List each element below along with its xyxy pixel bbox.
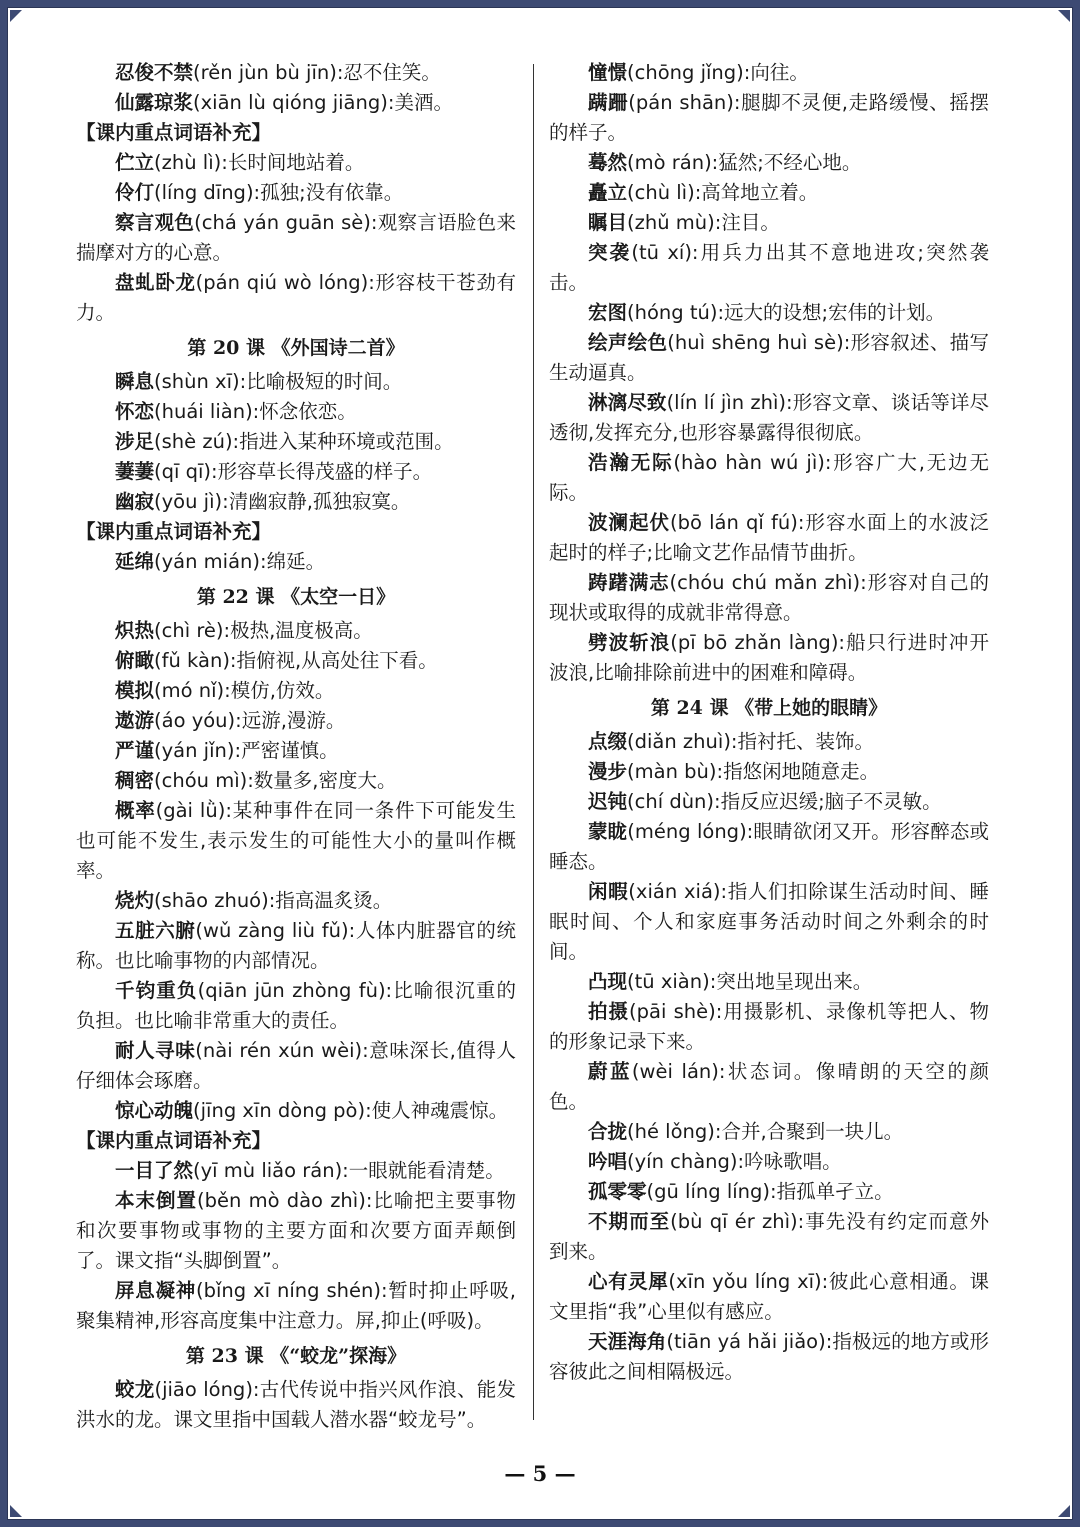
vocab-entry: 炽热(chì rè):极热,温度极高。 [115,619,373,642]
lesson-heading: 第 24 课 《带上她的眼睛》 [650,697,888,719]
vocab-pinyin: tū xí [638,241,685,264]
vocab-pinyin: méng lóng [634,820,740,843]
vocab-entry: 概率(gài lǜ):某种事件在同一条件下可能发生也可能不发生,表示发生的可能性大小的量叫作概率。 [76,799,516,882]
vocab-pinyin: qī qī [161,460,204,483]
vocab-word: 天涯海角 [588,1330,667,1353]
vocab-definition: 指孤单孑立。 [776,1180,894,1203]
vocab-pinyin: chōng jǐng [634,61,737,84]
vocab-entry: 劈波斩浪(pī bō zhǎn làng):船只行进时冲开波浪,比喻排除前进中的困难和障碍。 [549,631,989,684]
vocab-definition: 指衬托、装饰。 [737,730,875,753]
vocab-pinyin: chù lì [634,181,688,204]
vocab-pinyin: yán jǐn [161,739,227,762]
vocab-word: 吟唱 [588,1150,628,1173]
vocab-word: 稠密 [115,769,155,792]
vocab-word: 合拢 [588,1120,628,1143]
vocab-entry: 延绵(yán mián):绵延。 [115,550,326,573]
vocab-definition: 比喻极短的时间。 [246,370,403,393]
vocab-definition: 合并,合聚到一块儿。 [721,1120,904,1143]
vocab-definition: 腿脚不灵便,走路缓慢、摇摆的样子。 [549,91,989,144]
vocab-word: 蛟龙 [115,1378,155,1401]
vocab-word: 忍俊不禁 [115,61,194,84]
vocab-definition: 猛然;不经心地。 [718,151,862,174]
vocab-word: 耐人寻味 [115,1039,196,1062]
vocab-definition: 形容水面上的水波泛起时的样子;比喻文艺作品情节曲折。 [549,511,989,564]
vocab-word: 蓦然 [588,151,628,174]
vocab-entry: 突袭(tū xí):用兵力出其不意地进攻;突然袭击。 [549,241,989,294]
vocab-entry: 矗立(chù lì):高耸地立着。 [588,181,819,204]
vocab-word: 瞩目 [588,211,628,234]
vocab-entry: 惊心动魄(jīng xīn dòng pò):使人神魂震惊。 [115,1099,509,1122]
vocab-pinyin: běn mò dào zhì [204,1189,359,1212]
vocab-entry: 憧憬(chōng jǐng):向往。 [588,61,809,84]
vocab-word: 绘声绘色 [588,331,668,354]
vocab-entry: 闲暇(xián xiá):指人们扣除谋生活动时间、睡眠时间、个人和家庭事务活动时间之外剩余的时间。 [549,880,989,963]
vocab-word: 伶仃 [115,181,155,204]
vocab-word: 概率 [115,799,156,822]
left-column [76,58,516,1435]
vocab-word: 不期而至 [588,1210,671,1233]
vocab-entry: 迟钝(chí dùn):指反应迟缓;脑子不灵敏。 [588,790,942,813]
vocab-pinyin: líng dīng [161,181,246,204]
vocab-entry: 仙露琼浆(xiān lù qióng jiāng):美酒。 [115,91,453,114]
vocab-word: 孤零零 [588,1180,647,1203]
vocab-pinyin: tū xiàn [634,970,703,993]
vocab-word: 千钧重负 [115,979,198,1002]
vocab-entry: 点缀(diǎn zhuì):指衬托、装饰。 [588,730,875,753]
vocab-entry: 屏息凝神(bǐng xī níng shén):暂时抑止呼吸,聚集精神,形容高度集中注意力。屏,抑止(呼吸)。 [76,1279,516,1332]
vocab-pinyin: huái liàn [161,400,246,423]
vocab-pinyin: chóu chú mǎn zhì [677,571,853,594]
vocab-definition: 清幽寂静,孤独寂寞。 [228,490,411,513]
vocab-entry: 怀恋(huái liàn):怀念依恋。 [115,400,357,423]
vocab-entry: 五脏六腑(wǔ zàng liù fǔ):人体内脏器官的统称。也比喻事物的内部情况。 [76,919,516,972]
lesson-heading: 第 20 课 《外国诗二首》 [187,337,405,359]
supplement-heading: 【课内重点词语补充】 [76,1129,272,1152]
vocab-word: 闲暇 [588,880,629,903]
vocab-word: 模拟 [115,679,155,702]
vocab-definition: 绵延。 [266,550,326,573]
vocab-word: 蒙眬 [588,820,628,843]
vocab-word: 点缀 [588,730,628,753]
vocab-pinyin: chí dùn [634,790,707,813]
vocab-word: 拍摄 [588,1000,630,1023]
vocab-definition: 事先没有约定而意外到来。 [549,1210,989,1263]
vocab-entry: 忍俊不禁(rěn jùn bù jīn):忍不住笑。 [115,61,441,84]
vocab-pinyin: yī mù liǎo rán [200,1159,335,1182]
vocab-word: 漫步 [588,760,628,783]
vocab-definition: 船只行进时冲开波浪,比喻排除前进中的困难和障碍。 [549,631,989,684]
vocab-definition: 眼睛欲闭又开。形容醉态或睡态。 [549,820,989,873]
vocab-pinyin: mó nǐ [161,679,217,702]
vocab-entry: 伫立(zhù lì):长时间地站着。 [115,151,365,174]
vocab-entry: 遨游(áo yóu):远游,漫游。 [115,709,346,732]
vocab-word: 炽热 [115,619,155,642]
vocab-entry: 心有灵犀(xīn yǒu líng xī):彼此心意相通。课文里指“我”心里似有感应。 [549,1270,989,1323]
vocab-pinyin: gū líng líng [654,1180,763,1203]
vocab-definition: 形容草长得茂盛的样子。 [217,460,433,483]
vocab-pinyin: shùn xī [161,370,233,393]
right-column [549,58,989,1387]
vocab-entry: 踌躇满志(chóu chú mǎn zhì):形容对自己的现状或取得的成就非常得意。 [549,571,989,624]
vocab-definition: 比喻很沉重的负担。也比喻非常重大的责任。 [76,979,516,1032]
vocab-definition: 指悠闲地随意走。 [723,760,880,783]
vocab-pinyin: hào hàn wú jì [681,451,818,474]
vocab-definition: 忍不住笑。 [343,61,441,84]
vocab-pinyin: jiāo lóng [162,1378,246,1401]
vocab-definition: 形容对自己的现状或取得的成就非常得意。 [549,571,989,624]
vocab-pinyin: diǎn zhuì [634,730,724,753]
vocab-word: 本末倒置 [115,1189,198,1212]
vocab-word: 怀恋 [115,400,155,423]
vocab-definition: 指反应迟缓;脑子不灵敏。 [720,790,942,813]
vocab-entry: 蹒跚(pán shān):腿脚不灵便,走路缓慢、摇摆的样子。 [549,91,989,144]
vocab-definition: 比喻把主要事物和次要事物或事物的主要方面和次要方面弄颠倒了。课文指“头脚倒置”。 [76,1189,516,1272]
vocab-entry: 涉足(shè zú):指进入某种环境或范围。 [115,430,454,453]
vocab-entry: 浩瀚无际(hào hàn wú jì):形容广大,无边无际。 [549,451,989,504]
vocab-entry: 察言观色(chá yán guān sè):观察言语脸色来揣摩对方的心意。 [76,211,516,264]
vocab-word: 烧灼 [115,889,155,912]
vocab-word: 浩瀚无际 [588,451,674,474]
vocab-word: 劈波斩浪 [588,631,671,654]
vocab-entry: 瞩目(zhǔ mù):注目。 [588,211,780,234]
vocab-definition: 形容叙述、描写生动逼真。 [549,331,989,384]
vocab-pinyin: rěn jùn bù jīn [200,61,330,84]
vocab-definition: 形容文章、谈话等详尽透彻,发挥充分,也形容暴露得很彻底。 [549,391,989,444]
vocab-word: 严谨 [115,739,155,762]
vocab-word: 五脏六腑 [115,919,196,942]
vocab-word: 盘虬卧龙 [115,271,196,294]
vocab-pinyin: chá yán guān sè [201,211,364,234]
vocab-pinyin: shè zú [161,430,225,453]
corner-ornament-icon [9,9,23,23]
vocab-pinyin: chóu mì [161,769,240,792]
vocab-pinyin: yōu jì [161,490,215,513]
vocab-definition: 数量多,密度大。 [253,769,397,792]
vocab-word: 伫立 [115,151,155,174]
vocab-definition: 暂时抑止呼吸,聚集精神,形容高度集中注意力。屏,抑止(呼吸)。 [76,1279,516,1332]
vocab-entry: 稠密(chóu mì):数量多,密度大。 [115,769,397,792]
vocab-definition: 指进入某种环境或范围。 [239,430,454,453]
vocab-word: 凸现 [588,970,628,993]
vocab-definition: 孤独;没有依靠。 [260,181,404,204]
vocab-pinyin: qiān jūn zhòng fù [205,979,378,1002]
lesson-heading: 第 22 课 《太空一日》 [196,586,396,608]
vocab-pinyin: màn bù [634,760,709,783]
vocab-entry: 萋萋(qī qī):形容草长得茂盛的样子。 [115,460,433,483]
vocab-entry: 拍摄(pāi shè):用摄影机、录像机等把人、物的形象记录下来。 [549,1000,989,1053]
page-number: — 5 — [504,1461,576,1486]
vocab-pinyin: chì rè [161,619,216,642]
vocab-word: 踌躇满志 [588,571,670,594]
vocab-entry: 绘声绘色(huì shēng huì sè):形容叙述、描写生动逼真。 [549,331,989,384]
vocab-pinyin: xīn yǒu líng xī [675,1270,815,1293]
vocab-definition: 意味深长,值得人仔细体会琢磨。 [76,1039,516,1092]
vocab-pinyin: bù qī ér zhì [677,1210,791,1233]
vocab-definition: 注目。 [721,211,780,234]
vocab-entry: 天涯海角(tiān yá hǎi jiǎo):指极远的地方或形容彼此之间相隔极远。 [549,1330,989,1383]
vocab-pinyin: yán mián [161,550,253,573]
vocab-definition: 指人们扣除谋生活动时间、睡眠时间、个人和家庭事务活动时间之外剩余的时间。 [549,880,989,963]
vocab-entry: 蒙眬(méng lóng):眼睛欲闭又开。形容醉态或睡态。 [549,820,989,873]
vocab-entry: 伶仃(líng dīng):孤独;没有依靠。 [115,181,404,204]
vocab-word: 延绵 [115,550,155,573]
vocab-pinyin: yín chàng [634,1150,730,1173]
vocab-definition: 状态词。像晴朗的天空的颜色。 [549,1060,989,1113]
vocab-entry: 漫步(màn bù):指悠闲地随意走。 [588,760,880,783]
vocab-definition: 高耸地立着。 [701,181,819,204]
vocab-pinyin: xián xiá [635,880,713,903]
vocab-entry: 凸现(tū xiàn):突出地呈现出来。 [588,970,873,993]
vocab-entry: 合拢(hé lǒng):合并,合聚到一块儿。 [588,1120,904,1143]
vocab-pinyin: jīng xīn dòng pò [200,1099,358,1122]
vocab-definition: 突出地呈现出来。 [716,970,873,993]
vocab-entry: 波澜起伏(bō lán qǐ fú):形容水面上的水波泛起时的样子;比喻文艺作品情节曲折。 [549,511,989,564]
corner-ornament-icon [1057,9,1071,23]
vocab-entry: 宏图(hóng tú):远大的设想;宏伟的计划。 [588,301,946,324]
vocab-word: 蔚蓝 [588,1060,632,1083]
vocab-pinyin: shāo zhuó [161,889,262,912]
vocab-definition: 观察言语脸色来揣摩对方的心意。 [76,211,516,264]
vocab-pinyin: tiān yá hǎi jiǎo [673,1330,819,1353]
vocab-pinyin: fǔ kàn [161,649,223,672]
vocab-pinyin: wèi lán [639,1060,712,1083]
vocab-word: 淋漓尽致 [588,391,667,414]
vocab-entry: 吟唱(yín chàng):吟咏歌唱。 [588,1150,842,1173]
vocab-entry: 模拟(mó nǐ):模仿,仿效。 [115,679,335,702]
vocab-entry: 淋漓尽致(lín lí jìn zhì):形容文章、谈话等详尽透彻,发挥充分,也形容暴露得很彻底。 [549,391,989,444]
vocab-word: 察言观色 [115,211,195,234]
vocab-definition: 长时间地站着。 [227,151,365,174]
vocab-word: 俯瞰 [115,649,155,672]
vocab-pinyin: huì shēng huì sè [674,331,837,354]
vocab-word: 萋萋 [115,460,155,483]
vocab-definition: 形容广大,无边无际。 [549,451,989,504]
vocab-definition: 指极远的地方或形容彼此之间相隔极远。 [549,1330,989,1383]
vocab-pinyin: pán shān [635,91,727,114]
vocab-word: 迟钝 [588,790,628,813]
vocab-entry: 蓦然(mò rán):猛然;不经心地。 [588,151,862,174]
supplement-heading: 【课内重点词语补充】 [76,520,272,543]
vocab-word: 惊心动魄 [115,1099,194,1122]
vocab-pinyin: pāi shè [636,1000,709,1023]
vocab-definition: 一眼就能看清楚。 [348,1159,505,1182]
vocab-word: 心有灵犀 [588,1270,669,1293]
vocab-word: 憧憬 [588,61,628,84]
vocab-pinyin: xiān lù qióng jiāng [200,91,381,114]
vocab-pinyin: bǐng xī níng shén [203,1279,374,1302]
vocab-entry: 瞬息(shùn xī):比喻极短的时间。 [115,370,403,393]
vocab-definition: 某种事件在同一条件下可能发生也可能不发生,表示发生的可能性大小的量叫作概率。 [76,799,516,882]
corner-ornament-icon [9,1504,23,1518]
vocab-pinyin: wǔ zàng liù fǔ [203,919,342,942]
vocab-entry: 千钧重负(qiān jūn zhòng fù):比喻很沉重的负担。也比喻非常重大的责任。 [76,979,516,1032]
vocab-word: 遨游 [115,709,155,732]
vocab-definition: 吟咏歌唱。 [744,1150,842,1173]
vocab-definition: 严密谨慎。 [241,739,339,762]
vocab-definition: 使人神魂震惊。 [371,1099,509,1122]
vocab-pinyin: pán qiú wò lóng [203,271,361,294]
vocab-word: 波澜起伏 [588,511,671,534]
vocab-definition: 形容枝干苍劲有力。 [76,271,516,324]
lesson-heading: 第 23 课 《“蛟龙”探海》 [185,1345,407,1367]
vocab-pinyin: nài rén xún wèi [202,1039,355,1062]
vocab-definition: 彼此心意相通。课文里指“我”心里似有感应。 [549,1270,989,1323]
vocab-definition: 古代传说中指兴风作浪、能发洪水的龙。课文里指中国载人潜水器“蛟龙号”。 [76,1378,516,1431]
vocab-word: 一目了然 [115,1159,194,1182]
vocab-definition: 向往。 [750,61,809,84]
vocab-pinyin: áo yóu [161,709,228,732]
vocab-pinyin: zhù lì [161,151,214,174]
vocab-definition: 美酒。 [394,91,453,114]
vocab-pinyin: zhǔ mù [634,211,708,234]
vocab-definition: 指俯视,从高处往下看。 [236,649,438,672]
vocab-entry: 蛟龙(jiāo lóng):古代传说中指兴风作浪、能发洪水的龙。课文里指中国载人潜水器“蛟龙号”。 [76,1378,516,1431]
vocab-definition: 用摄影机、录像机等把人、物的形象记录下来。 [549,1000,989,1053]
vocab-entry: 不期而至(bù qī ér zhì):事先没有约定而意外到来。 [549,1210,989,1263]
vocab-definition: 用兵力出其不意地进攻;突然袭击。 [549,241,989,294]
vocab-definition: 模仿,仿效。 [230,679,335,702]
vocab-pinyin: hóng tú [634,301,710,324]
vocab-entry: 严谨(yán jǐn):严密谨慎。 [115,739,339,762]
vocab-definition: 极热,温度极高。 [230,619,373,642]
vocab-entry: 耐人寻味(nài rén xún wèi):意味深长,值得人仔细体会琢磨。 [76,1039,516,1092]
vocab-pinyin: pī bō zhǎn làng [677,631,831,654]
vocab-entry: 本末倒置(běn mò dào zhì):比喻把主要事物和次要事物或事物的主要方面和次要方面弄颠倒了。课文指“头脚倒置”。 [76,1189,516,1272]
vocab-entry: 孤零零(gū líng líng):指孤单孑立。 [588,1180,894,1203]
vocab-pinyin: bō lán qǐ fú [677,511,791,534]
vocab-entry: 盘虬卧龙(pán qiú wò lóng):形容枝干苍劲有力。 [76,271,516,324]
vocab-pinyin: gài lǜ [163,799,218,822]
vocab-pinyin: lín lí jìn zhì [674,391,779,414]
vocab-pinyin: hé lǒng [634,1120,708,1143]
vocab-definition: 远大的设想;宏伟的计划。 [724,301,946,324]
vocab-definition: 人体内脏器官的统称。也比喻事物的内部情况。 [76,919,516,972]
vocab-definition: 远游,漫游。 [241,709,346,732]
vocab-entry: 烧灼(shāo zhuó):指高温炙烫。 [115,889,393,912]
vocab-word: 蹒跚 [588,91,629,114]
vocab-entry: 幽寂(yōu jì):清幽寂静,孤独寂寞。 [115,490,411,513]
vocab-entry: 蔚蓝(wèi lán):状态词。像晴朗的天空的颜色。 [549,1060,989,1113]
vocab-entry: 俯瞰(fǔ kàn):指俯视,从高处往下看。 [115,649,438,672]
vocab-word: 宏图 [588,301,628,324]
vocab-word: 瞬息 [115,370,155,393]
vocab-word: 幽寂 [115,490,155,513]
vocab-word: 屏息凝神 [115,1279,197,1302]
vocab-entry: 一目了然(yī mù liǎo rán):一眼就能看清楚。 [115,1159,505,1182]
vocab-word: 仙露琼浆 [115,91,194,114]
corner-ornament-icon [1057,1504,1071,1518]
vocab-definition: 指高温炙烫。 [275,889,393,912]
vocab-word: 突袭 [588,241,632,264]
supplement-heading: 【课内重点词语补充】 [76,121,272,144]
vocab-word: 涉足 [115,430,155,453]
vocab-word: 矗立 [588,181,628,204]
vocab-definition: 怀念依恋。 [259,400,357,423]
column-divider [533,64,534,1420]
vocab-pinyin: mò rán [634,151,705,174]
